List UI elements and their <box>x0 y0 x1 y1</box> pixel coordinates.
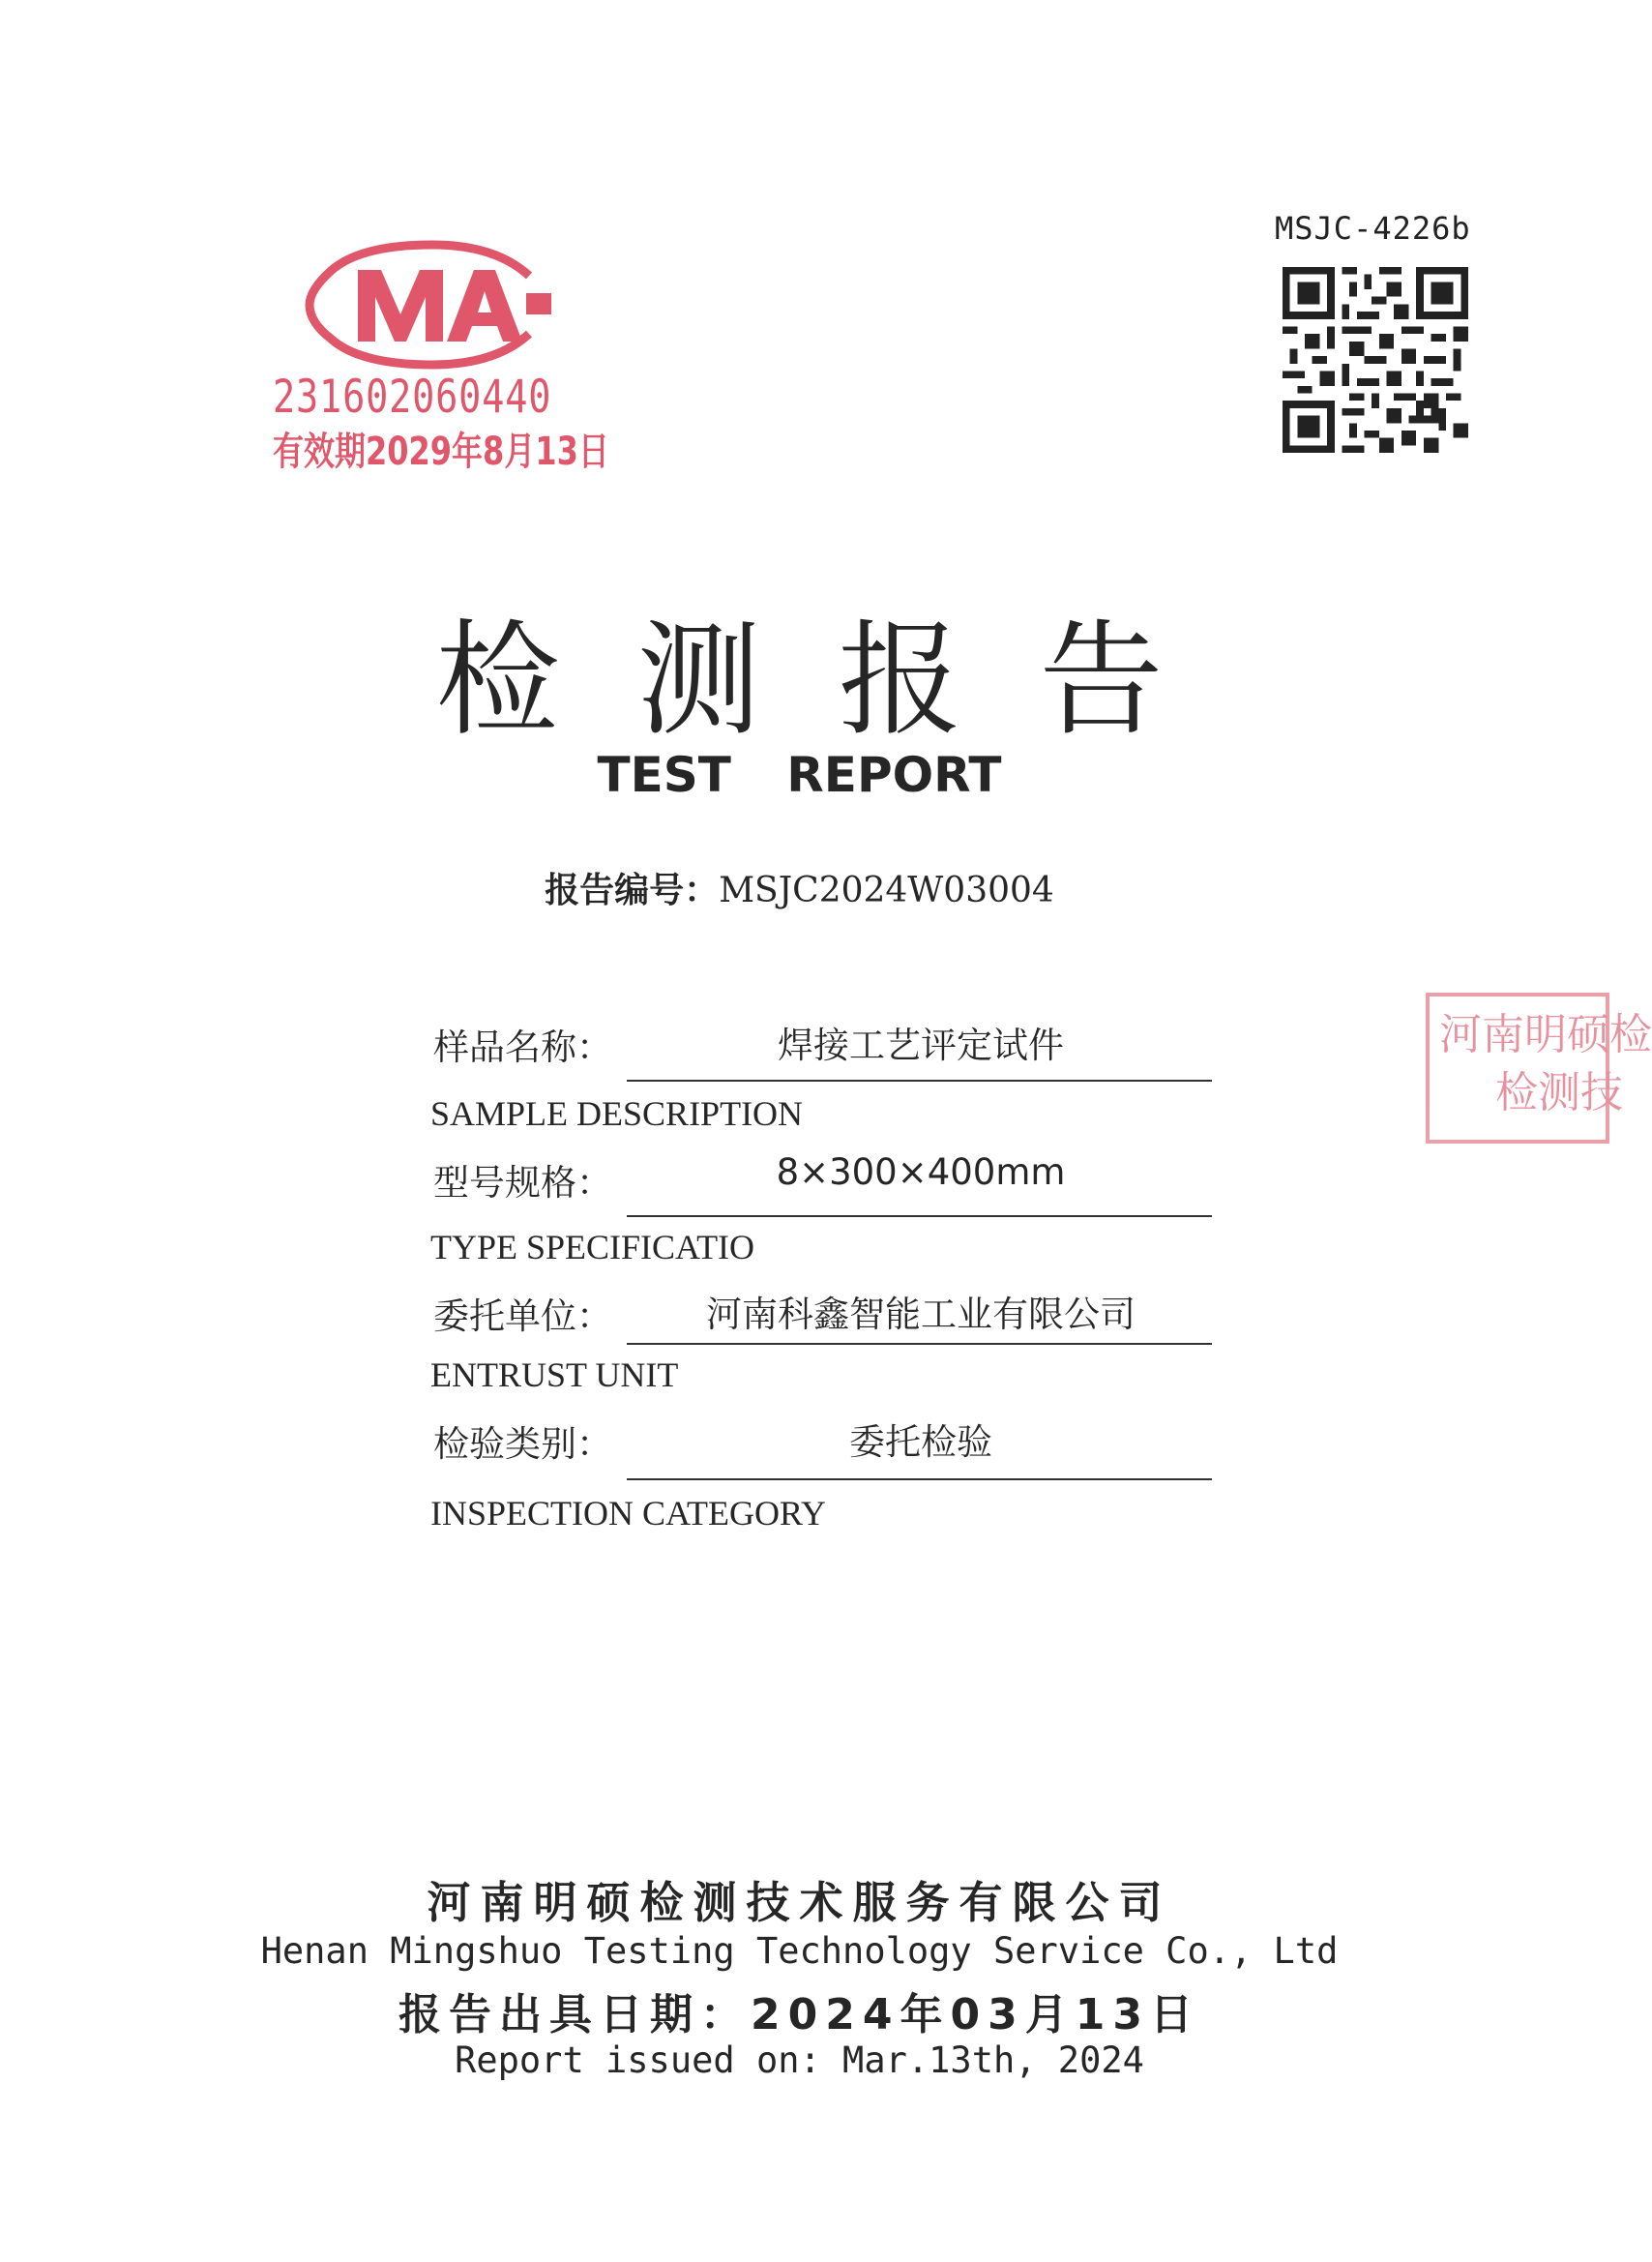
cma-stamp <box>273 237 609 479</box>
field-label-entrust-unit-en: ENTRUST UNIT <box>430 1355 679 1394</box>
company-name-chinese: 河南明硕检测技术服务有限公司 <box>427 1877 1172 1928</box>
cma-number: 231602060440 <box>273 371 552 424</box>
field-label-inspection-category: 检验类别： <box>433 1423 612 1465</box>
field-label-inspection-category-en: INSPECTION CATEGORY <box>430 1494 827 1533</box>
issue-date-chinese: 报告出具日期：2024年03月13日 <box>398 1990 1200 2039</box>
field-underline <box>627 1478 1212 1480</box>
field-underline <box>627 1215 1212 1217</box>
cma-logo-icon <box>302 237 563 372</box>
report-number <box>0 863 1599 912</box>
field-underline <box>627 1343 1212 1345</box>
title-english: TEST REPORT <box>597 747 1002 803</box>
company-name-english: Henan Mingshuo Testing Technology Service Co., Ltd <box>260 1930 1339 1972</box>
report-number-value: MSJC2024W03004 <box>719 871 1054 910</box>
qr-code-icon <box>1283 267 1468 453</box>
field-label-model-spec: 型号规格： <box>433 1162 612 1204</box>
field-label-type-specification: TYPE SPECIFICATIO <box>430 1228 755 1266</box>
company-seal <box>1426 993 1652 1144</box>
field-value-sample-name: 焊接工艺评定试件 <box>778 1025 1064 1066</box>
seal-line-1: 河南明硕检 <box>1439 1010 1652 1059</box>
document-code: MSJC-4226b <box>1275 210 1471 247</box>
title-chinese: 检测报告 <box>435 609 1241 753</box>
issue-date-english: Report issued on: Mar.13th, 2024 <box>455 2039 1144 2081</box>
field-label-sample-description: SAMPLE DESCRIPTION <box>430 1094 804 1133</box>
cma-valid-until: 有效期2029年8月13日 <box>273 430 609 474</box>
field-label-entrust-unit: 委托单位： <box>433 1295 612 1337</box>
field-underline <box>627 1080 1212 1082</box>
field-value-entrust-unit: 河南科鑫智能工业有限公司 <box>706 1294 1136 1335</box>
report-number-label: 报告编号： <box>545 871 720 910</box>
field-label-sample-name: 样品名称： <box>433 1027 612 1068</box>
seal-line-2: 检测技 <box>1495 1068 1623 1117</box>
field-value-model-spec: 8×300×400mm <box>776 1151 1066 1193</box>
field-value-inspection-category: 委托检验 <box>849 1421 992 1463</box>
